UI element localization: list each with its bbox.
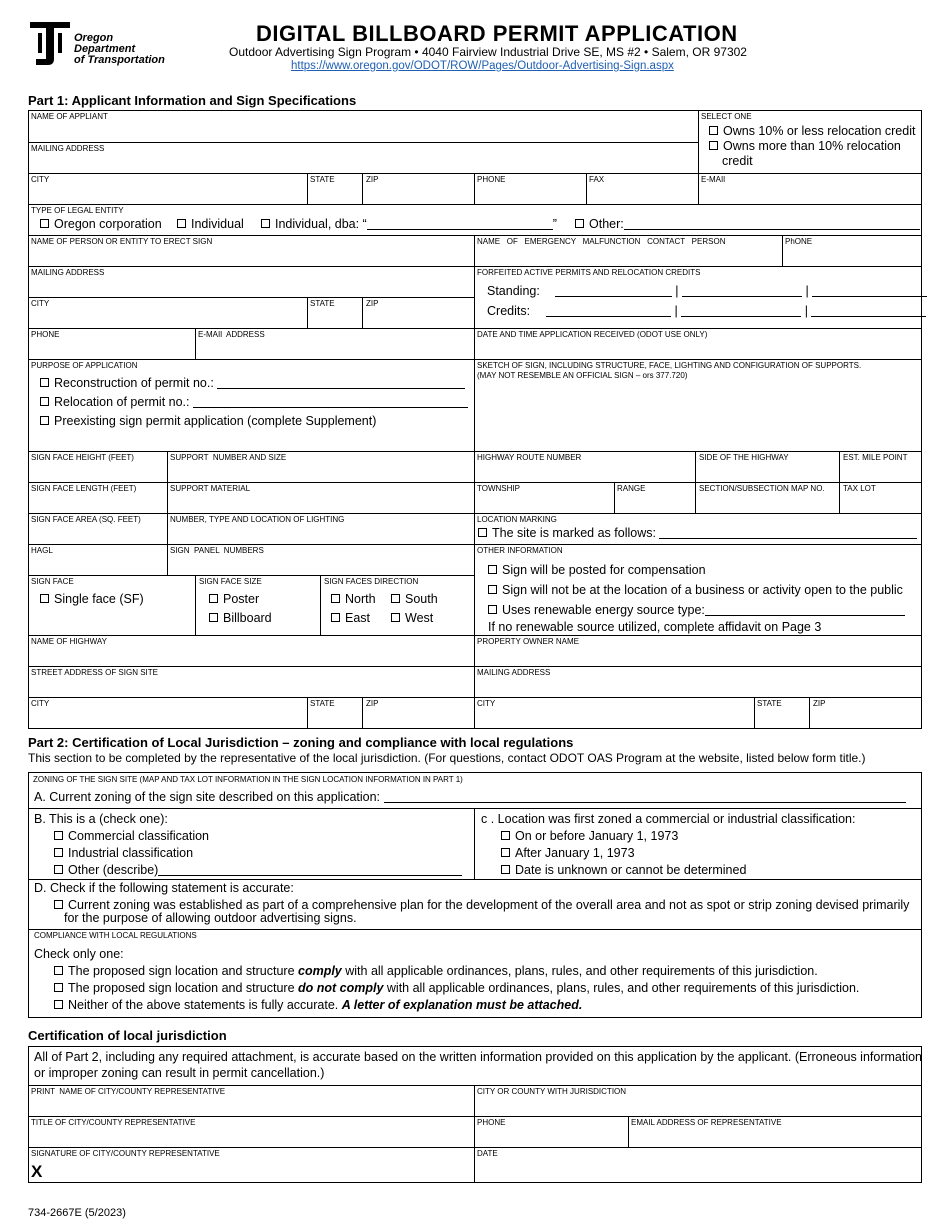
zip-4-label: ZIP (813, 699, 826, 708)
emergency-contact-label: NAME OF EMERGENCY MALFUNCTION CONTACT PERSON (477, 237, 726, 246)
sketch-label: SKETCH OF SIGN, INCLUDING STRUCTURE, FACE, LIGHTING AND CONFIGURATION OF SUPPORTS. (477, 361, 862, 370)
other-compensation[interactable]: Sign will be posted for compensation (488, 564, 706, 577)
other-affidavit-note: If no renewable source utilized, complete affidavit on Page 3 (488, 620, 822, 634)
compliance-label: COMPLIANCE WITH LOCAL REGULATIONS (34, 931, 197, 940)
logo-text-line1: Oregon (74, 32, 114, 44)
checkbox-icon[interactable] (478, 528, 487, 537)
print-name-label: PRINT NAME OF CITY/COUNTY REPRESENTATIVE (31, 1087, 226, 1096)
range-label: RANGE (617, 484, 646, 493)
logo-text-line2: Department (74, 43, 136, 55)
checkbox-icon[interactable] (391, 613, 400, 622)
poster-option[interactable]: Poster (209, 593, 259, 606)
title-rep-label: TITLE OF CITY/COUNTY REPRESENTATIVE (31, 1118, 196, 1127)
face-length-label: SIGN FACE LENGTH (FEET) (31, 484, 137, 493)
city-4-label: CITY (477, 699, 496, 708)
owner-name-label: PROPERTY OWNER NAME (477, 637, 579, 646)
checkbox-icon[interactable] (54, 900, 63, 909)
face-area-label: SIGN FACE AREA (SQ. FEET) (31, 515, 141, 524)
support-material-label: SUPPORT MATERIAL (170, 484, 251, 493)
legal-entity-dba[interactable]: Individual, dba: “ ” (261, 218, 557, 231)
checkbox-icon[interactable] (501, 831, 510, 840)
checkbox-icon[interactable] (331, 594, 340, 603)
support-number-label: SUPPORT NUMBER AND SIZE (170, 453, 287, 462)
state-label: STATE (310, 175, 335, 184)
compliance-not-comply[interactable]: The proposed sign location and structure do not comply with all applicable ordinances, plans, rules, and other requirements of this jurisdiction. (54, 982, 859, 995)
email-rep-label: EMAIL ADDRESS OF REPRESENTATIVE (631, 1118, 782, 1127)
zoning-b-other[interactable]: Other (describe) (54, 864, 462, 877)
compliance-comply[interactable]: The proposed sign location and structure comply with all applicable ordinances, plans, rules, and other requirements of this jurisdiction. (54, 965, 818, 978)
legal-entity-individual[interactable]: Individual (177, 218, 244, 231)
sign-face-label: SIGN FACE (31, 577, 74, 586)
email-label: E-MAIl (701, 175, 725, 184)
lighting-label: NUMBER, TYPE AND LOCATION OF LIGHTING (170, 515, 345, 524)
part2-subtext: This section to be completed by the representative of the local jurisdiction. (For questions, contact ODOT OAS Program at the website, listed below form title.) (28, 751, 866, 765)
zoning-d-statement-cont: for the purpose of allowing outdoor advertising signs. (64, 911, 357, 925)
checkbox-icon[interactable] (209, 594, 218, 603)
city-3-label: CITY (31, 699, 50, 708)
header-url-link[interactable]: https://www.oregon.gov/ODOT/ROW/Pages/Outdoor-Advertising-Sign.aspx (291, 60, 674, 72)
zoning-d-statement[interactable]: Current zoning was established as part of a comprehensive plan for the development of the overall area and not as spot or strip zoning devised primarily (54, 899, 909, 912)
zoning-c-after-1973[interactable]: After January 1, 1973 (501, 847, 635, 860)
zoning-c-heading: c . Location was first zoned a commercial or industrial classification: (481, 812, 856, 826)
fax-label: FAX (589, 175, 605, 184)
check-only-one: Check only one: (34, 947, 124, 961)
legal-entity-oregon[interactable]: Oregon corporation (40, 218, 162, 231)
south-option[interactable]: South (391, 593, 438, 606)
other-renewable[interactable]: Uses renewable energy source type: (488, 604, 905, 617)
applicant-name-field[interactable] (29, 122, 697, 141)
side-highway-label: SIDE OF THE HIGHWAY (699, 453, 789, 462)
legal-entity-label: TYPE OF LEGAL ENTITY (31, 206, 124, 215)
credits-row[interactable]: Credits: | | (487, 305, 926, 318)
date-received-label: DATE AND TIME APPLICATION RECEIVED (ODOT USE ONLY) (477, 330, 708, 339)
zip-3-label: ZIP (366, 699, 379, 708)
certification-heading: Certification of local jurisdiction (28, 1028, 227, 1043)
checkbox-icon[interactable] (391, 594, 400, 603)
odot-logo (28, 19, 188, 67)
checkbox-icon[interactable] (40, 397, 49, 406)
sketch-area[interactable] (476, 382, 920, 449)
street-address-label: STREET ADDRESS OF SIGN SITE (31, 668, 158, 677)
city-2-label: CITY (31, 299, 50, 308)
certification-text-1: All of Part 2, including any required attachment, is accurate based on the written information provided on this application by the applicant. (Erroneous information (34, 1050, 923, 1064)
panel-numbers-label: SIGN PANEL NUMBERS (170, 546, 264, 555)
form-number: 734-2667E (5/2023) (28, 1207, 126, 1219)
zoning-c-unknown[interactable]: Date is unknown or cannot be determined (501, 864, 746, 877)
checkbox-icon[interactable] (501, 865, 510, 874)
zoning-c-before-1973[interactable]: On or before January 1, 1973 (501, 830, 678, 843)
purpose-reconstruction[interactable]: Reconstruction of permit no.: (40, 377, 465, 390)
part1-heading: Part 1: Applicant Information and Sign Specifications (28, 93, 357, 108)
checkbox-icon[interactable] (40, 416, 49, 425)
east-option[interactable]: East (331, 612, 370, 625)
state-2-label: STATE (310, 299, 335, 308)
checkbox-icon[interactable] (40, 378, 49, 387)
odot-logo-icon (28, 19, 72, 67)
checkbox-icon[interactable] (54, 848, 63, 857)
face-height-label: SIGN FACE HEIGHT (FEET) (31, 453, 134, 462)
mailing-address-field[interactable] (29, 154, 697, 172)
checkbox-icon[interactable] (709, 141, 718, 150)
hagl-label: HAGL (31, 546, 53, 555)
applicant-name-label: NAME OF APPLIANT (31, 112, 108, 121)
other-info-label: OTHER INFORMATION (477, 546, 563, 555)
zoning-b-industrial[interactable]: Industrial classification (54, 847, 193, 860)
faces-direction-label: SIGN FACES DIRECTION (324, 577, 419, 586)
zip-label: ZIP (366, 175, 379, 184)
sketch-note: (MAY NOT RESEMBLE AN OFFICIAL SIGN – ors 377.720) (477, 371, 688, 380)
mile-point-label: EST. MILE POINT (843, 453, 908, 462)
email-address-label: E-MAIl ADDRESS (198, 330, 265, 339)
checkbox-icon[interactable] (40, 219, 49, 228)
mailing-address-label: MAILING ADDRESS (31, 144, 105, 153)
page-title: DIGITAL BILLBOARD PERMIT APPLICATION (256, 21, 738, 46)
other-not-business[interactable]: Sign will not be at the location of a business or activity open to the public (488, 584, 903, 597)
part2-heading: Part 2: Certification of Local Jurisdiction – zoning and compliance with local regulations (28, 735, 574, 750)
checkbox-icon[interactable] (54, 831, 63, 840)
select-one-label: SELECT ONE (701, 112, 752, 121)
site-marked-option[interactable]: The site is marked as follows: (478, 527, 917, 540)
zoning-label: ZONING OF THE SIGN SITE (MAP AND TAX LOT INFORMATION IN THE SIGN LOCATION INFORMATION IN PART 1) (33, 775, 463, 784)
billboard-option[interactable]: Billboard (209, 612, 272, 625)
name-highway-label: NAME OF HIGHWAY (31, 637, 107, 646)
header-address: Outdoor Advertising Sign Program • 4040 Fairview Industrial Drive SE, MS #2 • Salem, OR 97302 (229, 45, 747, 59)
checkbox-icon[interactable] (40, 594, 49, 603)
erect-name-label: NAME OF PERSON OR ENTITY TO ERECT SIGN (31, 237, 213, 246)
relocation-option-2-cont: credit (722, 154, 753, 168)
zip-2-label: ZIP (366, 299, 379, 308)
phone-3-label: PHONE (31, 330, 60, 339)
cert-date-label: DATE (477, 1149, 498, 1158)
section-map-label: SECTION/SUBSECTION MAP NO. (699, 484, 825, 493)
state-4-label: STATE (757, 699, 782, 708)
owner-mailing-label: MAILING ADDRESS (477, 668, 551, 677)
checkbox-icon[interactable] (575, 219, 584, 228)
checkbox-icon[interactable] (261, 219, 270, 228)
checkbox-icon[interactable] (54, 865, 63, 874)
relocation-option-1[interactable]: Owns 10% or less relocation credit (709, 125, 915, 138)
checkbox-icon[interactable] (488, 585, 497, 594)
checkbox-icon[interactable] (54, 983, 63, 992)
checkbox-icon[interactable] (54, 966, 63, 975)
relocation-option-2[interactable]: Owns more than 10% relocation (709, 140, 901, 153)
forfeited-label: FORFEITED ACTIVE PERMITS AND RELOCATION CREDITS (477, 268, 701, 277)
certification-text-2: or improper zoning can result in permit cancellation.) (34, 1066, 325, 1080)
standing-row[interactable]: Standing: | | (487, 285, 927, 298)
west-option[interactable]: West (391, 612, 433, 625)
checkbox-icon[interactable] (488, 605, 497, 614)
purpose-preexisting[interactable]: Preexisting sign permit application (complete Supplement) (40, 415, 376, 428)
checkbox-icon[interactable] (331, 613, 340, 622)
purpose-label: PURPOSE OF APPLICATION (31, 361, 138, 370)
face-size-label: SIGN FACE SIZE (199, 577, 262, 586)
city-county-label: CITY OR COUNTY WITH JURISDICTION (477, 1087, 627, 1096)
cert-phone-label: PHONE (477, 1118, 506, 1127)
checkbox-icon[interactable] (177, 219, 186, 228)
logo-text-line3: of Transportation (74, 54, 165, 66)
township-label: TOWNSHIP (477, 484, 520, 493)
checkbox-icon[interactable] (54, 1000, 63, 1009)
zoning-a[interactable]: A. Current zoning of the sign site described on this application: (34, 791, 906, 804)
checkbox-icon[interactable] (501, 848, 510, 857)
phone-label: PHONE (477, 175, 506, 184)
compliance-neither[interactable]: Neither of the above statements is fully accurate. A letter of explanation must be attached. (54, 999, 582, 1012)
location-marking-label: LOCATION MARKING (477, 515, 557, 524)
city-label: CITY (31, 175, 50, 184)
mailing-address-2-label: MAILING ADDRESS (31, 268, 105, 277)
purpose-relocation[interactable]: Relocation of permit no.: (40, 396, 468, 409)
zoning-b-commercial[interactable]: Commercial classification (54, 830, 209, 843)
signature-x[interactable]: X (31, 1162, 43, 1181)
signature-label: SIGNATURE OF CITY/COUNTY REPRESENTATIVE (31, 1149, 220, 1158)
state-3-label: STATE (310, 699, 335, 708)
highway-route-label: HIGHWAY ROUTE NUMBER (477, 453, 582, 462)
checkbox-icon[interactable] (488, 565, 497, 574)
tax-lot-label: TAX LOT (843, 484, 876, 493)
legal-entity-other[interactable]: Other: (575, 218, 920, 231)
zoning-d-heading: D. Check if the following statement is accurate: (34, 881, 294, 895)
checkbox-icon[interactable] (209, 613, 218, 622)
single-face-option[interactable]: Single face (SF) (40, 593, 144, 606)
zoning-b-heading: B. This is a (check one): (34, 812, 168, 826)
emergency-phone-label: PhONE (785, 237, 813, 246)
checkbox-icon[interactable] (709, 126, 718, 135)
north-option[interactable]: North (331, 593, 376, 606)
